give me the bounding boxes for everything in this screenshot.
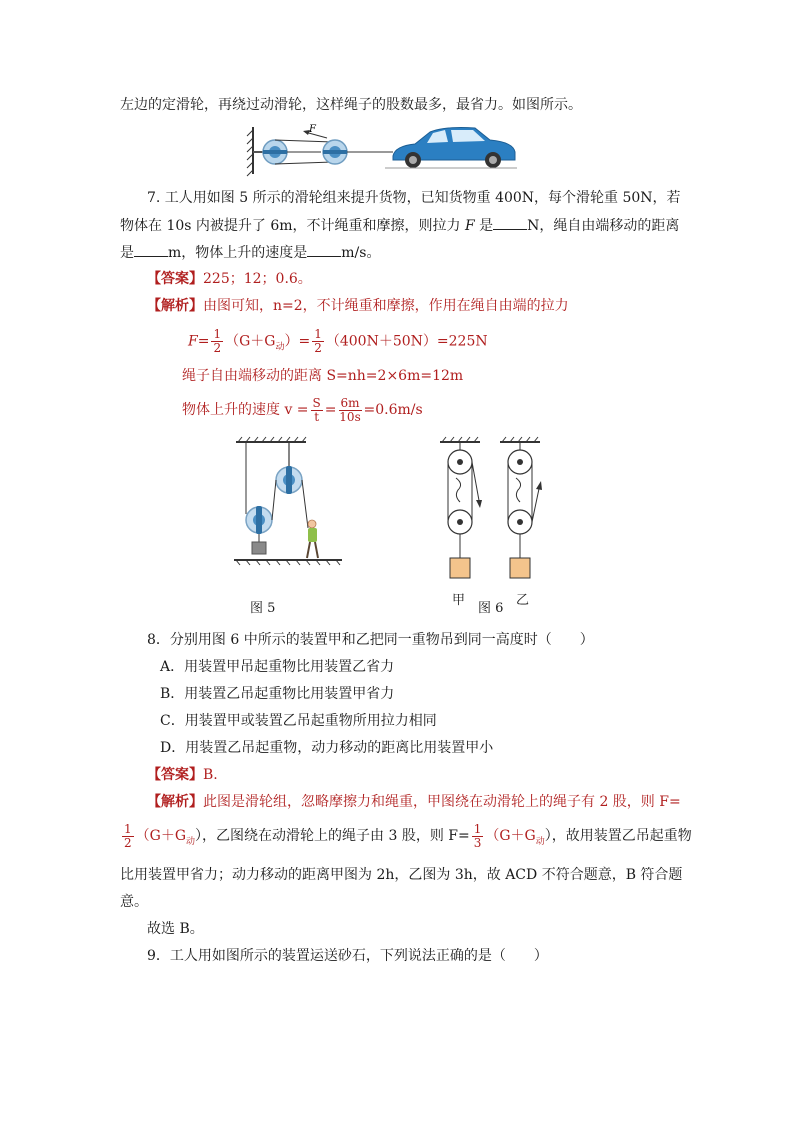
q8-answer-tag: 【答案】 bbox=[147, 767, 203, 783]
eq3-frac1 bbox=[311, 397, 323, 424]
car-pulley-figure bbox=[245, 122, 520, 177]
eq1-frac-num: 1 bbox=[213, 327, 222, 341]
eq3-den2: 10s bbox=[339, 409, 361, 424]
setup-jia bbox=[440, 437, 482, 578]
q7-equation-1 bbox=[188, 328, 488, 360]
eq3-frac2 bbox=[339, 397, 362, 424]
eq1-mid: （G＋G bbox=[225, 333, 276, 350]
q7-blank-3 bbox=[307, 242, 341, 257]
eq1-frac-b bbox=[312, 328, 324, 355]
eq3-num1: S bbox=[312, 395, 321, 410]
q8-analysis-line1 bbox=[147, 792, 681, 812]
q8-frac2-num: 1 bbox=[473, 821, 482, 836]
q7-answer bbox=[147, 269, 312, 289]
eq1-sub: 动 bbox=[275, 342, 285, 353]
eq3-num2: 6m bbox=[340, 395, 360, 410]
q7-analysis-tag: 【解析】 bbox=[147, 298, 203, 314]
q8-option-c: C．用装置甲或装置乙吊起重物所用拉力相同 bbox=[160, 713, 437, 729]
q8-a2-sub: 动 bbox=[186, 836, 196, 847]
figure-6-caption: 图 6 bbox=[478, 601, 504, 616]
figure-6-pulley-setups bbox=[436, 436, 566, 586]
q7-analysis-line1: 由图可知，n=2，不计绳重和摩擦，作用在绳自由端的拉力 bbox=[203, 298, 569, 314]
q7-stem-line2 bbox=[120, 215, 679, 236]
q7-answer-text: 225；12；0.6。 bbox=[203, 271, 312, 287]
q8-answer-text: B. bbox=[203, 767, 218, 783]
q8-analysis-line4: 意。 bbox=[120, 894, 148, 910]
q8-option-b: B．用装置乙吊起重物比用装置甲省力 bbox=[160, 686, 395, 702]
q7-blank-2 bbox=[134, 242, 168, 257]
eq1-frac-b-num: 1 bbox=[314, 327, 322, 341]
q8-frac2-den: 3 bbox=[473, 835, 482, 850]
q8-option-a: A．用装置甲吊起重物比用装置乙省力 bbox=[160, 659, 395, 675]
eq1-lhs: F= bbox=[188, 333, 210, 350]
q7-var-f: F bbox=[464, 218, 475, 234]
q7-stem-line1: 7. 工人用如图 5 所示的滑轮组来提升货物，已知货物重 400N，每个滑轮重 50N，若 bbox=[147, 190, 681, 206]
q8-answer bbox=[147, 765, 218, 785]
eq1-rhs: （400N＋50N）=225N bbox=[325, 333, 488, 350]
q7-stem-line3 bbox=[120, 242, 380, 263]
eq3-den1: t bbox=[314, 409, 320, 424]
figure-5-pulley-system bbox=[232, 436, 350, 588]
q8-analysis-a1: 此图是滑轮组，忽略摩擦力和绳重，甲图绕在动滑轮上的绳子有 2 股，则 F= bbox=[203, 794, 681, 810]
q7-equation-2: 绳子自由端移动的距离 S=nh=2×6m=12m bbox=[182, 368, 464, 384]
q8-a2-text2: ），乙图绕在动滑轮上的绳子由 3 股，则 F= bbox=[195, 828, 470, 844]
q7-line2a: 物体在 10s 内被提升了 6m，不计绳重和摩擦，则拉力 bbox=[120, 218, 465, 234]
q9-stem: 9．工人用如图所示的装置运送砂石，下列说法正确的是（ ） bbox=[147, 948, 548, 964]
q8-analysis-tag: 【解析】 bbox=[147, 794, 203, 810]
q7-line2b: 是 bbox=[474, 218, 494, 234]
q8-frac2 bbox=[472, 823, 484, 850]
eq1-frac-b-den: 2 bbox=[314, 341, 322, 355]
force-label: F bbox=[309, 124, 316, 135]
q8-a2-text3: （G＋G bbox=[485, 828, 536, 844]
q8-frac1 bbox=[122, 823, 134, 850]
q7-answer-tag: 【答案】 bbox=[147, 271, 203, 287]
figure-5-caption: 图 5 bbox=[250, 601, 276, 616]
q8-analysis-line3: 比用装置甲省力；动力移动的距离甲图为 2h，乙图为 3h，故 ACD 不符合题意，B 符合题 bbox=[120, 867, 683, 883]
q7-line2c: N，绳自由端移动的距离 bbox=[527, 218, 680, 234]
q7-blank-1 bbox=[493, 215, 527, 230]
q8-option-d: D．用装置乙吊起重物，动力移动的距离比用装置甲小 bbox=[160, 740, 494, 756]
q8-a2-sub2: 动 bbox=[535, 836, 545, 847]
q8-a2-text: （G＋G bbox=[135, 828, 187, 844]
eq3-eq: = bbox=[324, 402, 337, 418]
intro-text: 左边的定滑轮，再绕过动滑轮，这样绳子的股数最多，最省力。如图所示。 bbox=[120, 97, 582, 113]
eq1-mid2: ）= bbox=[284, 333, 311, 350]
figure-6-jia-label: 甲 bbox=[452, 593, 466, 608]
q7-line3c: m/s。 bbox=[341, 245, 381, 261]
q8-conclusion: 故选 B。 bbox=[147, 921, 204, 937]
eq1-frac-den: 2 bbox=[213, 341, 222, 355]
q8-a2-text4: ），故用装置乙吊起重物 bbox=[544, 828, 692, 844]
eq3-prefix: 物体上升的速度 v = bbox=[182, 402, 309, 418]
q8-frac1-num: 1 bbox=[124, 821, 132, 836]
q8-frac1-den: 2 bbox=[124, 835, 132, 850]
q8-stem: 8．分别用图 6 中所示的装置甲和乙把同一重物吊到同一高度时（ ） bbox=[147, 632, 594, 648]
eq3-rhs: =0.6m/s bbox=[363, 402, 423, 418]
q8-analysis-line2 bbox=[120, 822, 692, 856]
q7-line3b: m，物体上升的速度是 bbox=[168, 245, 308, 261]
q7-line3a: 是 bbox=[120, 245, 134, 261]
eq1-frac bbox=[211, 328, 223, 355]
setup-yi bbox=[500, 437, 542, 578]
figure-6-yi-label: 乙 bbox=[516, 593, 530, 608]
q7-equation-3 bbox=[182, 396, 423, 424]
q7-analysis bbox=[147, 296, 569, 316]
